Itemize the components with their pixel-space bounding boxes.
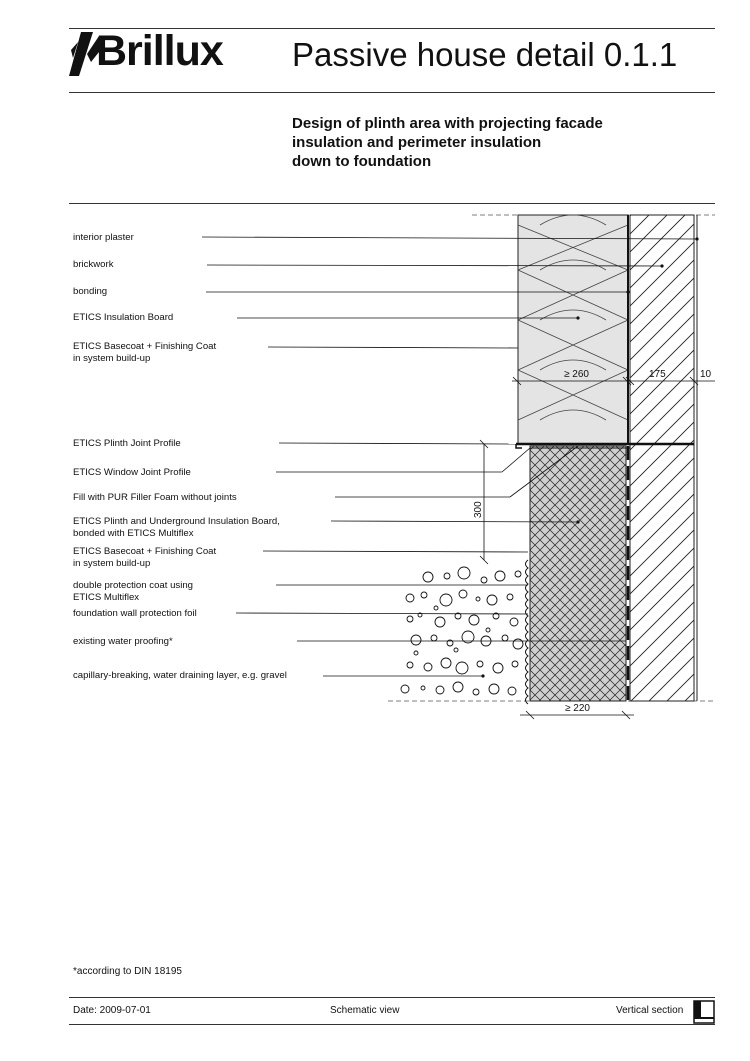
page-title: Passive house detail 0.1.1 — [292, 36, 678, 73]
footer-section: Vertical section — [616, 1005, 684, 1016]
label-basecoat-lower-line-2: in system build-up — [73, 557, 151, 569]
label-interior-plaster: interior plaster — [73, 232, 134, 243]
protection-foil — [526, 560, 529, 704]
footnote: *according to DIN 18195 — [73, 966, 182, 977]
label-basecoat-upper-line-2: in system build-up — [73, 352, 151, 364]
label-basecoat-lower — [73, 546, 216, 569]
label-protection-foil: foundation wall protection foil — [73, 608, 197, 619]
dim-foundation-width: ≥ 220 — [565, 703, 590, 714]
label-plinth-joint-profile: ETICS Plinth Joint Profile — [73, 438, 181, 449]
subtitle-line-1: Design of plinth area with projecting facade — [292, 115, 603, 132]
label-window-joint-profile: ETICS Window Joint Profile — [73, 467, 191, 478]
plinth-insulation-board — [530, 446, 626, 701]
subtitle-line-3: down to foundation — [292, 153, 432, 170]
dim-brickwork-thickness: 175 — [649, 369, 666, 380]
label-basecoat-upper-line-1: ETICS Basecoat + Finishing Coat — [73, 341, 217, 352]
brickwork — [630, 215, 694, 701]
label-protection-coat — [73, 580, 193, 603]
label-basecoat-lower-line-1: ETICS Basecoat + Finishing Coat — [73, 546, 217, 557]
footer-view: Schematic view — [330, 1005, 400, 1016]
footer-top-rule — [69, 997, 715, 998]
vertical-section-icon — [693, 1000, 715, 1024]
dim-insulation-thickness: ≥ 260 — [564, 369, 589, 380]
label-protection-coat-line-1: double protection coat using — [73, 580, 194, 591]
label-plinth-board-line-1: ETICS Plinth and Underground Insulation Board, — [73, 516, 280, 527]
dim-plinth-height: 300 — [473, 501, 484, 518]
label-basecoat-upper — [73, 341, 216, 364]
footer-date: Date: 2009-07-01 — [73, 1005, 151, 1016]
brand-name: Brillux — [96, 27, 223, 75]
label-pur-foam: Fill with PUR Filler Foam without joints — [73, 492, 237, 503]
label-gravel: capillary-breaking, water draining layer, e.g. gravel — [73, 670, 287, 681]
label-bonding: bonding — [73, 286, 108, 297]
label-plinth-board — [73, 516, 280, 539]
label-water-proofing: existing water proofing* — [73, 636, 173, 647]
label-insulation-board: ETICS Insulation Board — [73, 312, 174, 323]
subtitle-line-2: insulation and perimeter insulation — [292, 134, 542, 151]
label-brickwork: brickwork — [73, 259, 114, 270]
label-protection-coat-line-2: ETICS Multiflex — [73, 591, 140, 603]
label-plinth-board-line-2: bonded with ETICS Multiflex — [73, 527, 194, 539]
dim-plaster-thickness: 10 — [700, 369, 712, 380]
footer-bottom-rule — [69, 1024, 715, 1025]
